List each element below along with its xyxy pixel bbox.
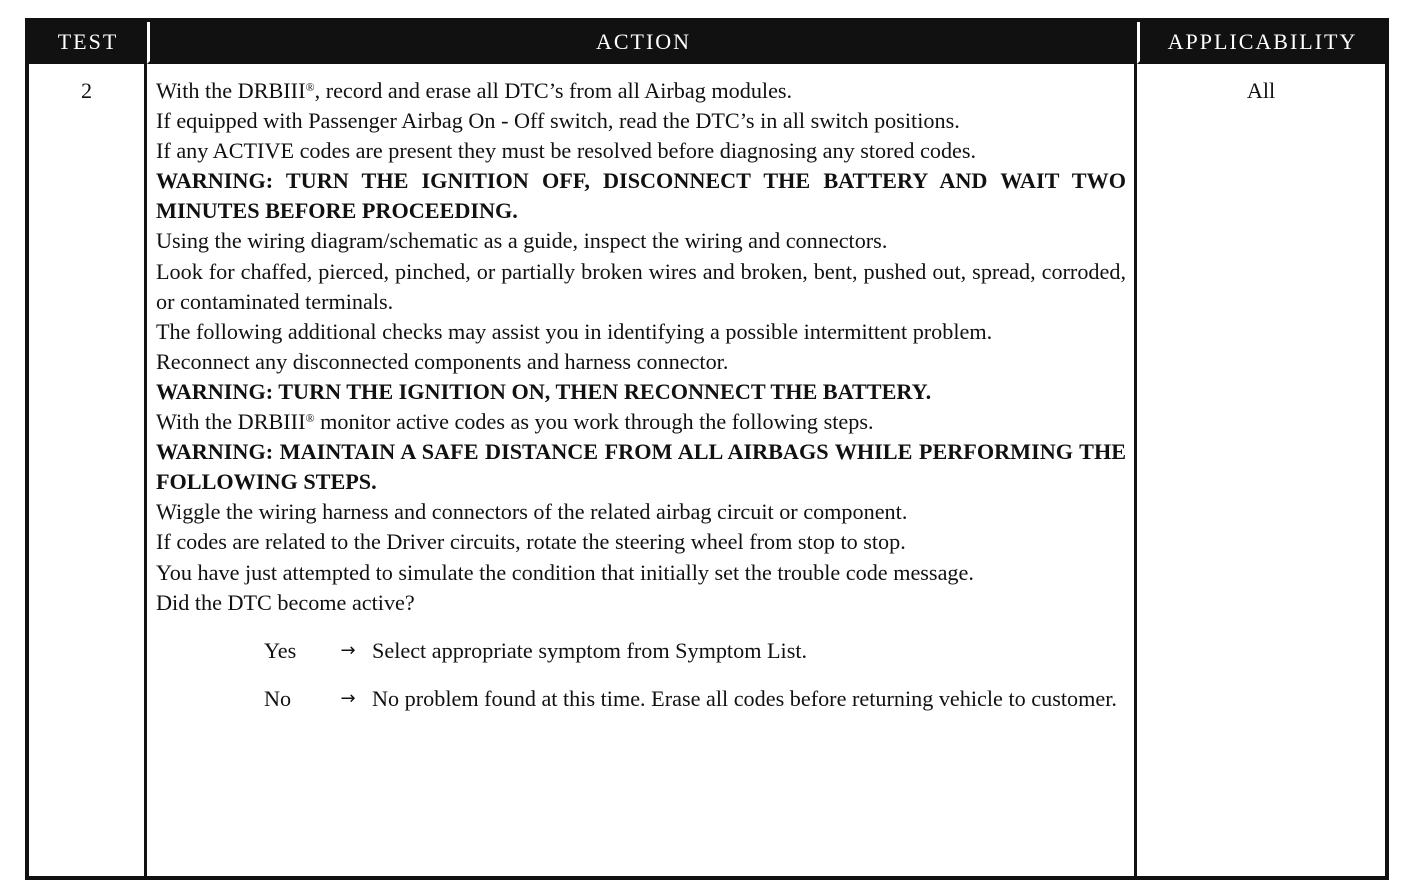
test-number: 2: [80, 78, 93, 103]
action-step-wiring-diagram: Using the wiring diagram/schematic as a guide, inspect the wiring and connectors.: [156, 228, 888, 254]
action-step-additional-checks: The following additional checks may assist you in identifying a possible intermittent problem.: [156, 318, 993, 344]
action-step-simulate-condition: You have just attempted to simulate the condition that initially set the trouble code message.: [156, 559, 974, 585]
answer-yes-text: Select appropriate symptom from Symptom List.: [372, 637, 808, 663]
answer-yes-label: Yes: [264, 637, 297, 663]
action-step-rotate-wheel: If codes are related to the Driver circuits, rotate the steering wheel from stop to stop.: [156, 529, 906, 555]
warning-safe-distance: WARNING: MAINTAIN A SAFE DISTANCE FROM ALL AIRBAGS WHILE PERFORMING THE FOLLOWING STEPS.: [156, 439, 1126, 495]
action-step-monitor-codes-b: monitor active codes as you work through the following steps.: [314, 409, 874, 435]
action-step-record-erase-b: , record and erase all DTC’s from all Airbag modules.: [314, 78, 793, 103]
answer-no: [264, 684, 1126, 714]
action-step-active-codes: If any ACTIVE codes are present they must be resolved before diagnosing any stored codes.: [156, 138, 977, 164]
registered-mark: ®: [305, 411, 315, 426]
applicability-value: All: [1246, 78, 1276, 103]
action-step-look-for-damage: Look for chaffed, pierced, pinched, or partially broken wires and broken, bent, pushed out, spread, corroded, or contaminated terminals.: [156, 258, 1126, 314]
registered-mark: ®: [305, 80, 315, 94]
warning-ignition-on: WARNING: TURN THE IGNITION ON, THEN RECONNECT THE BATTERY.: [156, 378, 932, 404]
diagnostic-test-table: [25, 18, 1389, 880]
answer-no-label: No: [264, 685, 292, 711]
action-step-passenger-switch: If equipped with Passenger Airbag On - Off switch, read the DTC’s in all switch positions.: [156, 108, 960, 134]
answer-list: [156, 636, 1126, 714]
action-cell: [147, 64, 1137, 876]
action-step-record-erase-a: With the DRBIII: [156, 78, 306, 103]
action-step-reconnect: Reconnect any disconnected components and harness connector.: [156, 348, 729, 374]
action-step-monitor-codes: [156, 407, 1126, 437]
header-test: TEST: [29, 22, 147, 64]
applicability-cell: [1137, 64, 1385, 876]
arrow-right-icon: →: [340, 687, 356, 709]
action-step-record-erase: [156, 76, 1126, 106]
test-number-cell: [29, 64, 147, 876]
warning-ignition-off: WARNING: TURN THE IGNITION OFF, DISCONNECT THE BATTERY AND WAIT TWO MINUTES BEFORE PROCEEDING.: [156, 168, 1126, 224]
header-action: ACTION: [147, 22, 1137, 64]
answer-no-text: No problem found at this time. Erase all codes before returning vehicle to customer.: [372, 685, 1117, 711]
arrow-right-icon: →: [340, 639, 356, 661]
answer-yes: [264, 636, 1126, 666]
action-step-monitor-codes-a: With the DRBIII: [156, 409, 306, 435]
action-question: Did the DTC become active?: [156, 589, 415, 615]
action-step-wiggle-harness: Wiggle the wiring harness and connectors of the related airbag circuit or component.: [156, 499, 908, 525]
header-applicability: APPLICABILITY: [1137, 22, 1385, 64]
